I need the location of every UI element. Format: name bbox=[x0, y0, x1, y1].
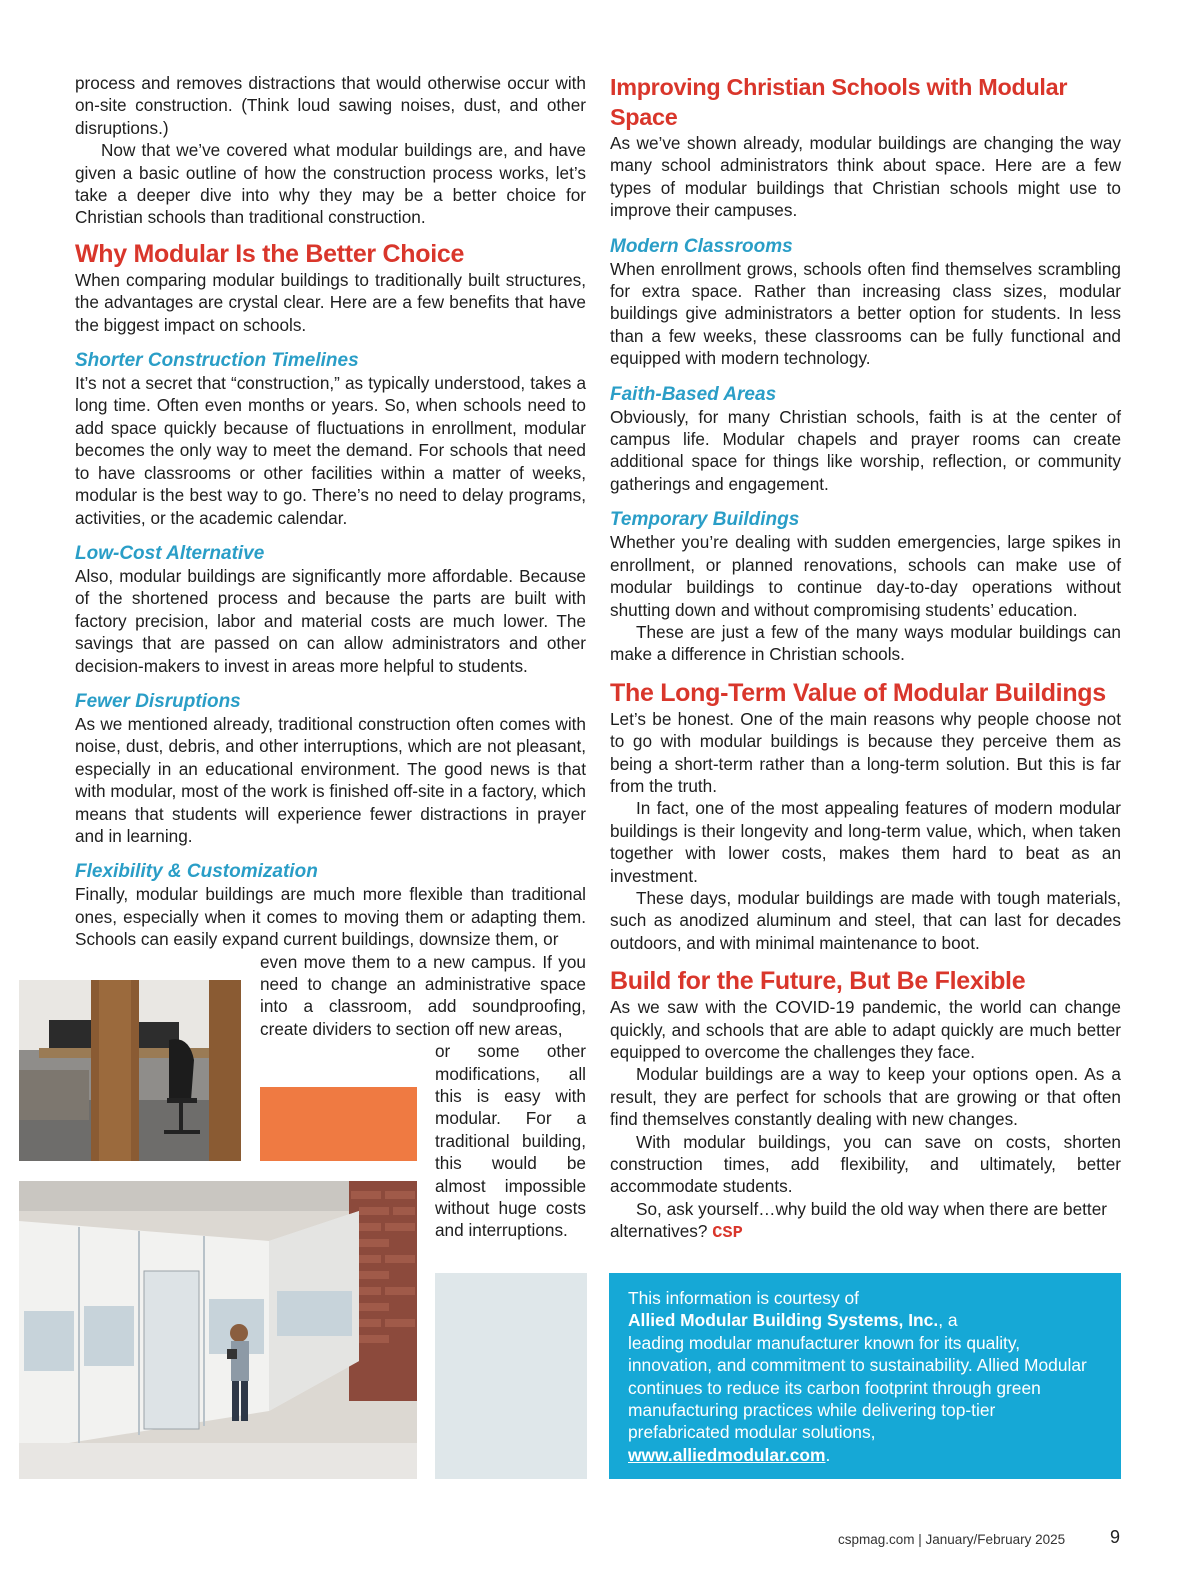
grey-accent-block bbox=[435, 1273, 587, 1479]
subheading-modern-classrooms: Modern Classrooms bbox=[610, 235, 793, 257]
sidebar-line-1: This information is courtesy of bbox=[628, 1288, 859, 1308]
page-number: 9 bbox=[1110, 1527, 1121, 1547]
faith-paragraph: Obviously, for many Christian schools, faith is at the center of campus life. Modular chapels and prayer rooms can create additional space for things like worship, reflection, or community gatherings and engagement. bbox=[610, 406, 1121, 494]
flexibility-paragraph-1: Finally, modular buildings are much more flexible than traditional ones, especially when it comes to moving them or adapting them. Schools can easily expand current buildings, downsize them, or bbox=[75, 884, 586, 950]
long-term-paragraph-1: Let’s be honest. One of the main reasons why people choose not to go with modular buildings is because they perceive them as being a short-term rather than a long-term solution. But this is far from the truth. bbox=[610, 708, 1121, 796]
heading-improving-schools: Improving Christian Schools with Modular Space bbox=[610, 74, 1068, 130]
why-modular-paragraph: When comparing modular buildings to traditionally built structures, the advantages are crystal clear. Here are a few benefits that have the biggest impact on schools. bbox=[75, 269, 586, 335]
shorter-timelines-paragraph: It’s not a secret that “construction,” as typically understood, takes a long time. Often even months or years. So, when schools need to add space quickly because of fluctuations in enrollment, modular becomes the only way to meet the demand. For schools that need to have classrooms or other facilities within a matter of weeks, modular is the best way to go. There’s no need to delay programs, activities, or the academic calendar. bbox=[75, 373, 586, 528]
right-column bbox=[610, 72, 1121, 1246]
future-paragraph-1: As we saw with the COVID-19 pandemic, the world can change quickly, and schools that are able to adapt quickly are much better equipped to overcome the challenges they face. bbox=[610, 997, 1121, 1062]
intro-continued-paragraph: process and removes distractions that would otherwise occur with on-site construction. (Think loud sawing noises, dust, and other disruptions.) bbox=[75, 73, 586, 138]
future-paragraph-3: With modular buildings, you can save on costs, shorten construction times, add flexibility, and ultimately, better accommodate students. bbox=[610, 1131, 1121, 1197]
orange-accent-block bbox=[260, 1087, 417, 1161]
future-paragraph-4 bbox=[610, 1198, 1121, 1246]
heading-why-modular: Why Modular Is the Better Choice bbox=[75, 239, 465, 268]
subheading-flexibility: Flexibility & Customization bbox=[75, 861, 318, 883]
csp-end-mark: CSP bbox=[712, 1224, 743, 1244]
long-term-paragraph-3: These days, modular buildings are made with tough materials, such as anodized aluminum and steel, that can last for decades outdoors, and with minimal maintenance to boot. bbox=[610, 887, 1121, 953]
heading-build-for-future: Build for the Future, But Be Flexible bbox=[610, 967, 1026, 996]
sidebar-link-line bbox=[628, 1444, 1101, 1466]
improving-paragraph: As we’ve shown already, modular buildings are changing the way many school administrators think about space. Here are a few types of modular buildings that Christian schools might use to improve their campuses. bbox=[610, 133, 1121, 221]
modular-room-photo bbox=[19, 1181, 417, 1479]
office-cubicles-photo bbox=[19, 980, 241, 1161]
courtesy-sidebar bbox=[609, 1273, 1121, 1479]
subheading-faith-based: Faith-Based Areas bbox=[610, 383, 777, 405]
flexibility-paragraph-2: even move them to a new campus. If you need to change an administrative space into a classroom, add soundproofing, create dividers to section off new areas, bbox=[260, 951, 586, 1039]
temporary-paragraph-2: These are just a few of the many ways modular buildings can make a difference in Christian schools. bbox=[610, 621, 1121, 665]
heading-long-term-value: The Long-Term Value of Modular Buildings bbox=[610, 678, 1106, 707]
allied-modular-link[interactable]: www.alliedmodular.com bbox=[628, 1444, 826, 1465]
sidebar-body: leading modular manufacturer known for its quality, innovation, and commitment to sustainability. Allied Modular continues to reduce its carbon footprint through green manufacturing practices while delivering top-tier prefabricated modular solutions, bbox=[628, 1332, 1087, 1443]
low-cost-paragraph: Also, modular buildings are significantly more affordable. Because of the shortened process and because the parts are built with factory precision, labor and material costs are much lower. The savings that are passed on can allow administrators and other decision-makers to invest in areas more helpful to students. bbox=[75, 565, 586, 676]
sidebar-company-name: Allied Modular Building Systems, Inc. bbox=[628, 1310, 939, 1331]
future-paragraph-2: Modular buildings are a way to keep your options open. As a result, they are perfect for schools that are growing or that often find themselves constantly dealing with new changes. bbox=[610, 1064, 1121, 1130]
classrooms-paragraph: When enrollment grows, schools often find themselves scrambling for extra space. Rather than increasing class sizes, modular buildings give administrators a better option for students. In less than a few weeks, these classrooms can be fully functional and equipped with modern technology. bbox=[610, 258, 1121, 369]
long-term-paragraph-2: In fact, one of the most appealing features of modern modular buildings is their longevity and long-term value, which, when taken together with lower costs, makes them hard to beat as an investment. bbox=[610, 798, 1121, 886]
sidebar-company-suffix: , a bbox=[938, 1310, 958, 1331]
subheading-shorter-timelines: Shorter Construction Timelines bbox=[75, 350, 359, 372]
future-paragraph-4-text: So, ask yourself…why build the old way when there are better alternatives? bbox=[610, 1198, 1107, 1242]
fewer-disruptions-paragraph: As we mentioned already, traditional construction often comes with noise, dust, debris, and other interruptions, which are not pleasant, especially in an educational environment. The good news is that with modular, most of the work is finished off-site in a factory, which means that students will experience fewer distractions in prayer and in learning. bbox=[75, 713, 586, 846]
subheading-low-cost: Low-Cost Alternative bbox=[75, 542, 265, 564]
sidebar-link-suffix: . bbox=[825, 1444, 831, 1465]
sidebar-company-line bbox=[628, 1309, 1101, 1331]
subheading-fewer-disruptions: Fewer Disruptions bbox=[75, 690, 241, 712]
subheading-temporary-buildings: Temporary Buildings bbox=[610, 509, 800, 531]
page-footer: cspmag.com | January/February 2025 bbox=[838, 1532, 1066, 1547]
flexibility-paragraph-3: or some other modifications, all this is easy with modular. For a traditional building, this would be almost impossible without huge costs and interruptions. bbox=[435, 1041, 586, 1241]
intro-paragraph-2: Now that we’ve covered what modular buildings are, and have given a basic outline of how the construction process works, let’s take a deeper dive into why they may be a better choice for Christian schools than traditional construction. bbox=[75, 140, 586, 228]
temporary-paragraph: Whether you’re dealing with sudden emergencies, large spikes in enrollment, or planned renovations, schools can make use of modular buildings to continue day-to-day operations without shutting down and without compromising students’ education. bbox=[610, 532, 1121, 620]
